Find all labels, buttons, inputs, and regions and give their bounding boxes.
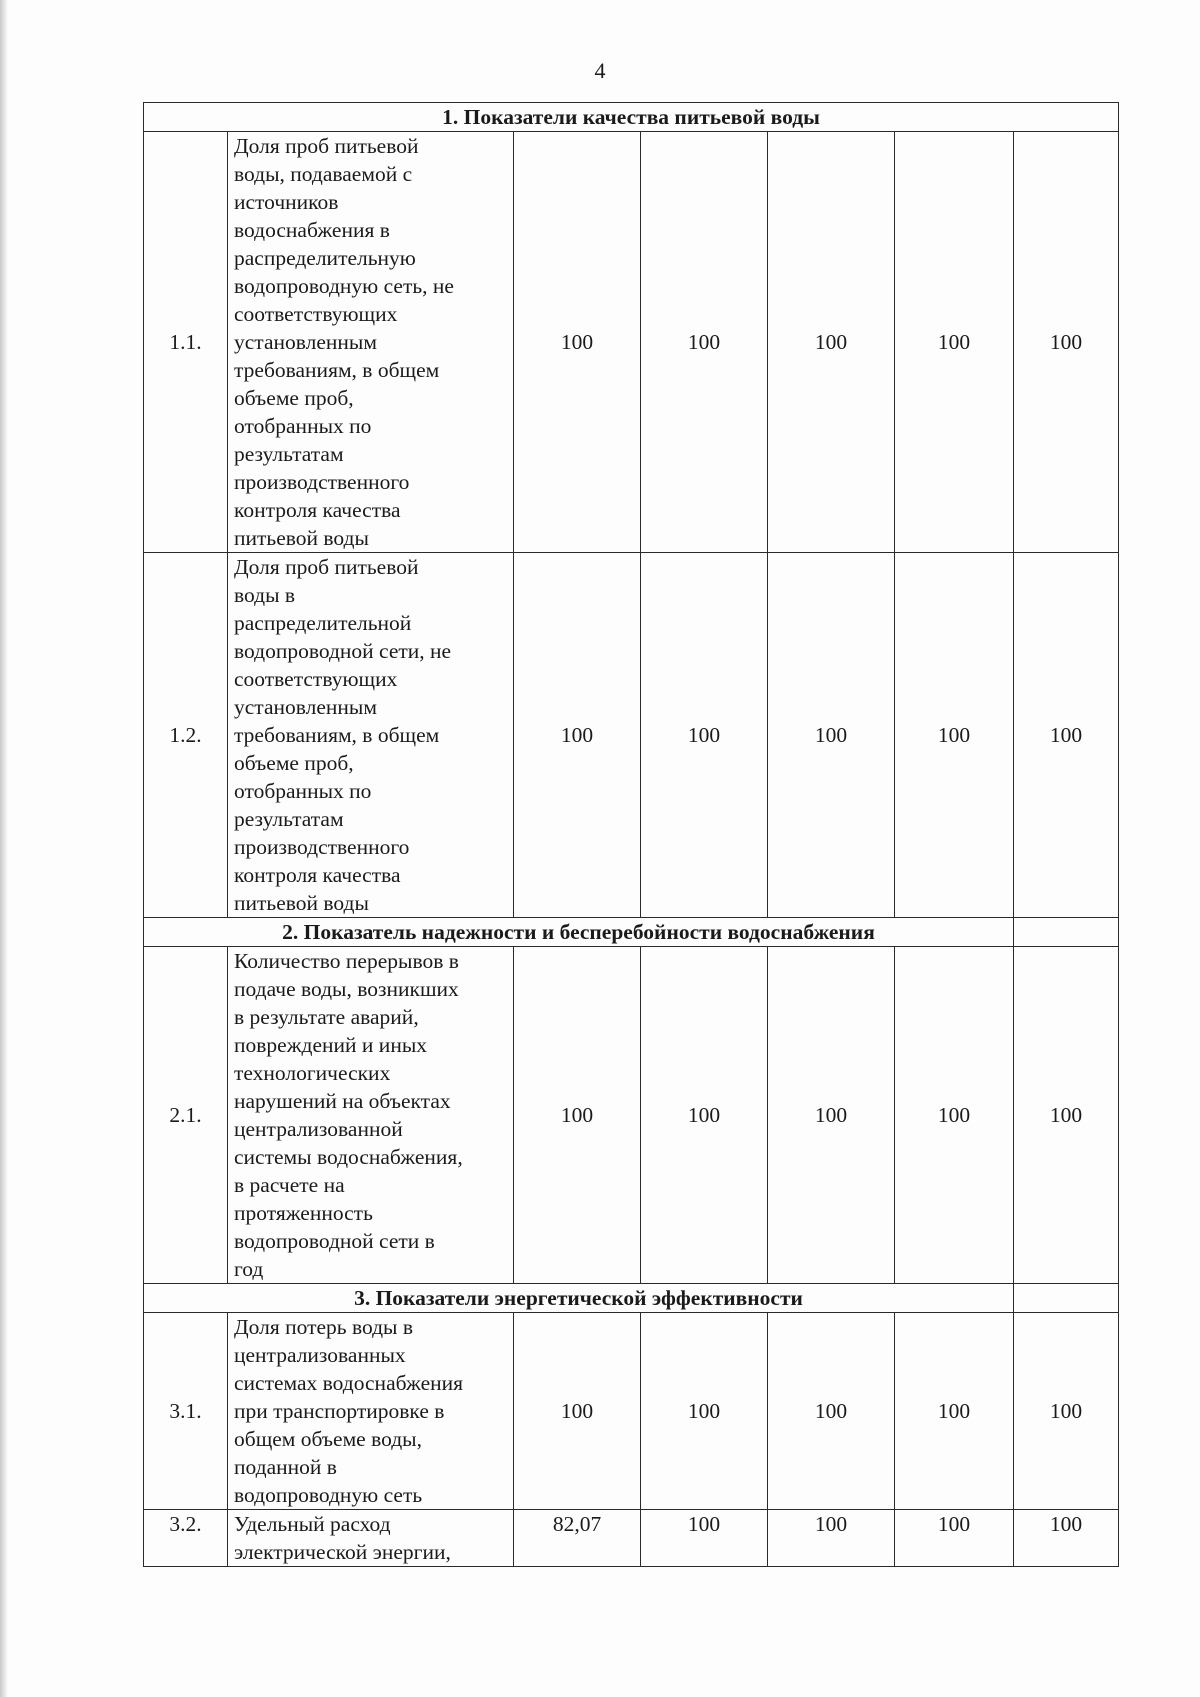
description-line: производственного — [234, 835, 410, 859]
description-line: Количество перерывов в — [234, 949, 459, 973]
value-cell: 100 — [514, 132, 641, 553]
description-line: протяженность — [234, 1201, 373, 1225]
description-line: водопроводную сеть, не — [234, 274, 454, 298]
description-line: питьевой воды — [234, 526, 369, 550]
section-header-row — [144, 103, 1119, 132]
description-line: источников — [234, 190, 339, 214]
section-header-row — [144, 1284, 1119, 1313]
value-cell: 100 — [768, 132, 895, 553]
description-line: Доля потерь воды в — [234, 1315, 414, 1339]
table-row — [144, 1510, 1119, 1567]
section-header-row — [144, 918, 1119, 947]
description-line: распределительную — [234, 246, 416, 270]
description-line: объеме проб, — [234, 751, 354, 775]
description-line: подаче воды, возникших — [234, 977, 459, 1001]
description-line: общем объеме воды, — [234, 1427, 422, 1451]
description-line: системах водоснабжения — [234, 1371, 464, 1395]
value-cell: 100 — [895, 1313, 1014, 1510]
value-cell: 100 — [768, 1313, 895, 1510]
description-line: объеме проб, — [234, 386, 354, 410]
description-line: Удельный расход — [234, 1512, 391, 1536]
value-cell: 100 — [768, 1510, 895, 1567]
row-number: 3.2. — [144, 1510, 228, 1567]
description-line: питьевой воды — [234, 891, 369, 915]
row-number: 3.1. — [144, 1313, 228, 1510]
row-number: 1.2. — [144, 553, 228, 918]
description-line: поданной в — [234, 1455, 337, 1479]
page-number: 4 — [594, 58, 606, 83]
value-cell: 100 — [1014, 947, 1119, 1284]
description-line: в результате аварий, — [234, 1005, 419, 1029]
value-cell: 100 — [641, 132, 768, 553]
description-line: соответствующих — [234, 302, 398, 326]
description-line: производственного — [234, 470, 410, 494]
description-line: результатам — [234, 807, 344, 831]
description-line: контроля качества — [234, 863, 401, 887]
description-line: результатам — [234, 442, 344, 466]
value-cell: 100 — [1014, 1313, 1119, 1510]
value-cell: 100 — [641, 1313, 768, 1510]
description-line: отобранных по — [234, 779, 372, 803]
description-line: централизованных — [234, 1343, 406, 1367]
description-line: водопроводную сеть — [234, 1483, 423, 1507]
row-number: 2.1. — [144, 947, 228, 1284]
description-line: электрической энергии, — [234, 1540, 451, 1564]
description-line: воды, подаваемой с — [234, 162, 413, 186]
description-line: установленным — [234, 695, 377, 719]
description-line: установленным — [234, 330, 377, 354]
description-line: Доля проб питьевой — [234, 555, 419, 579]
value-cell: 100 — [895, 132, 1014, 553]
description-line: требованиям, в общем — [234, 358, 440, 382]
value-cell: 82,07 — [514, 1510, 641, 1567]
empty-cell — [1014, 1284, 1119, 1313]
description-line: водопроводной сети, не — [234, 639, 452, 663]
value-cell: 100 — [514, 1313, 641, 1510]
section-title: 3. Показатели энергетической эффективности — [144, 1284, 1014, 1313]
row-description — [228, 947, 514, 1284]
description-line: воды в — [234, 583, 296, 607]
table-row — [144, 553, 1119, 918]
value-cell: 100 — [895, 1510, 1014, 1567]
description-line: при транспортировке в — [234, 1399, 445, 1423]
description-line: Доля проб питьевой — [234, 134, 419, 158]
description-line: нарушений на объектах — [234, 1089, 451, 1113]
description-line: отобранных по — [234, 414, 372, 438]
value-cell: 100 — [895, 947, 1014, 1284]
description-line: год — [234, 1257, 264, 1281]
description-line: повреждений и иных — [234, 1033, 428, 1057]
table-row — [144, 1313, 1119, 1510]
value-cell: 100 — [768, 947, 895, 1284]
description-line: соответствующих — [234, 667, 398, 691]
description-line: распределительной — [234, 611, 412, 635]
row-description — [228, 132, 514, 553]
description-line: централизованной — [234, 1117, 403, 1141]
description-line: водопроводной сети в — [234, 1229, 435, 1253]
empty-cell — [1014, 918, 1119, 947]
table-row — [144, 947, 1119, 1284]
value-cell: 100 — [1014, 1510, 1119, 1567]
value-cell: 100 — [1014, 553, 1119, 918]
description-line: водоснабжения в — [234, 218, 390, 242]
value-cell: 100 — [641, 1510, 768, 1567]
value-cell: 100 — [514, 553, 641, 918]
row-number: 1.1. — [144, 132, 228, 553]
value-cell: 100 — [514, 947, 641, 1284]
description-line: требованиям, в общем — [234, 723, 440, 747]
value-cell: 100 — [895, 553, 1014, 918]
row-description — [228, 553, 514, 918]
value-cell: 100 — [768, 553, 895, 918]
section-title: 1. Показатели качества питьевой воды — [144, 103, 1119, 132]
indicators-table — [143, 102, 1119, 1567]
table-row — [144, 132, 1119, 553]
description-line: в расчете на — [234, 1173, 345, 1197]
value-cell: 100 — [641, 553, 768, 918]
row-description — [228, 1510, 514, 1567]
value-cell: 100 — [641, 947, 768, 1284]
row-description — [228, 1313, 514, 1510]
description-line: технологических — [234, 1061, 391, 1085]
description-line: контроля качества — [234, 498, 401, 522]
value-cell: 100 — [1014, 132, 1119, 553]
description-line: системы водоснабжения, — [234, 1145, 463, 1169]
scan-edge-shadow — [0, 0, 8, 1697]
section-title: 2. Показатель надежности и бесперебойности водоснабжения — [144, 918, 1014, 947]
